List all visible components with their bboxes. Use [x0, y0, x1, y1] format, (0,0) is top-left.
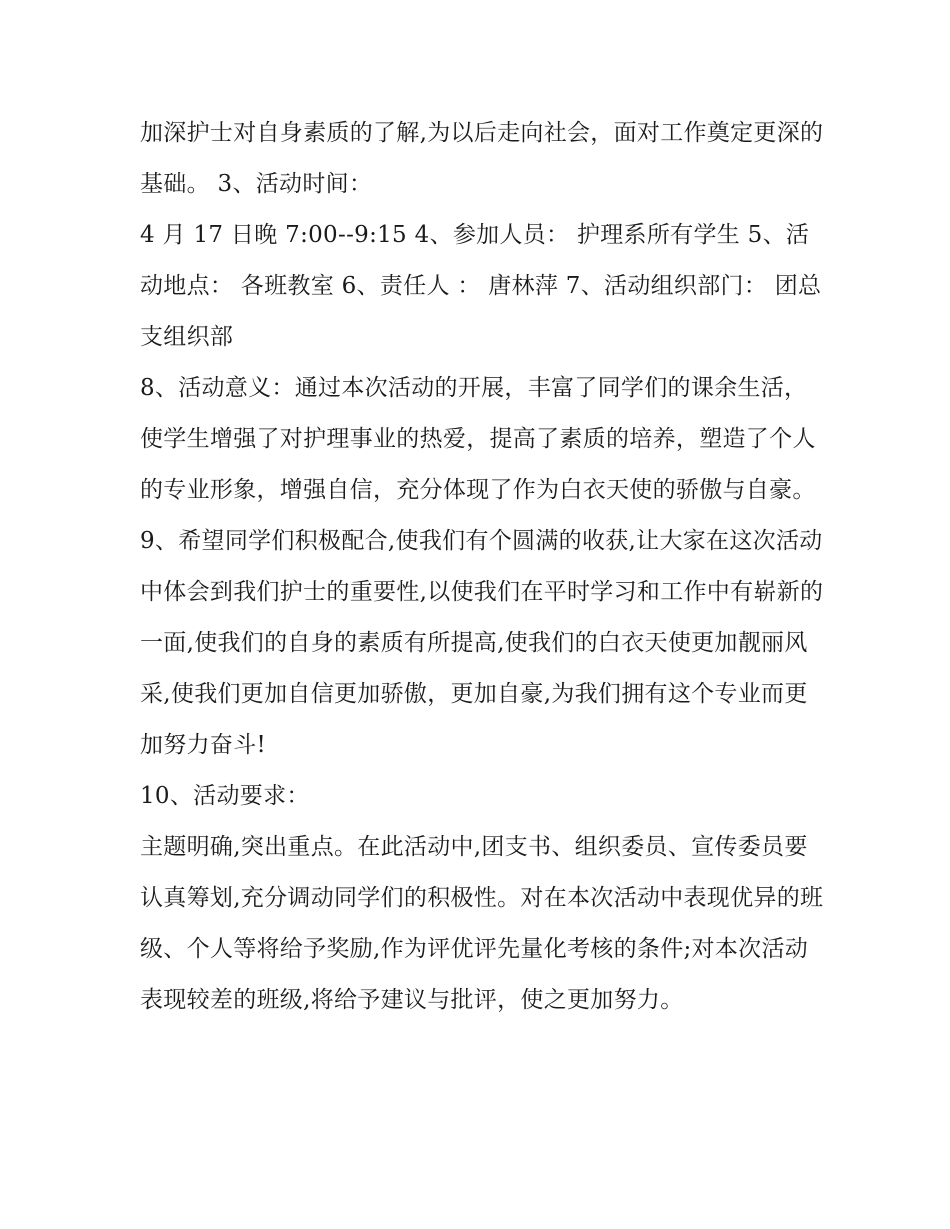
paragraph-hope: 9、希望同学们积极配合,使我们有个圆满的收获,让大家在这次活动中体会到我们护士的重要性,以使我们在平时学习和工作中有崭新的一面,使我们的自身的素质有所提高,使我们的白衣天使更加靓丽风采,使我们更加自信更加骄傲，更加自豪,为我们拥有这个专业而更加努力奋斗!	[140, 528, 824, 758]
paragraph-requirements-body: 主题明确,突出重点。在此活动中,团支书、组织委员、宣传委员要认真筹划,充分调动同学们的积极性。对在本次活动中表现优异的班级、个人等将给予奖励,作为评优评先量化考核的条件;对本次活动表现较差的班级,将给予建议与批评，使之更加努力。	[140, 834, 824, 1013]
paragraph-requirements-heading: 10、活动要求：	[140, 783, 310, 809]
paragraph-significance: 8、活动意义：通过本次活动的开展，丰富了同学们的课余生活，使学生增强了对护理事业的热爱，提高了素质的培养，塑造了个人的专业形象，增强自信，充分体现了作为白衣天使的骄傲与自豪。	[140, 375, 816, 503]
paragraph-time-participants-location: 4 月 17 日晚 7:00--9:15 4、参加人员： 护理系所有学生 5、活动地点： 各班教室 6、责任人 ： 唐林萍 7、活动组织部门： 团总支组织部	[140, 222, 822, 350]
paragraph-purpose-and-time: 加深护士对自身素质的了解,为以后走向社会，面对工作奠定更深的基础。 3、活动时间：	[140, 120, 824, 197]
document-body	[140, 108, 830, 1026]
